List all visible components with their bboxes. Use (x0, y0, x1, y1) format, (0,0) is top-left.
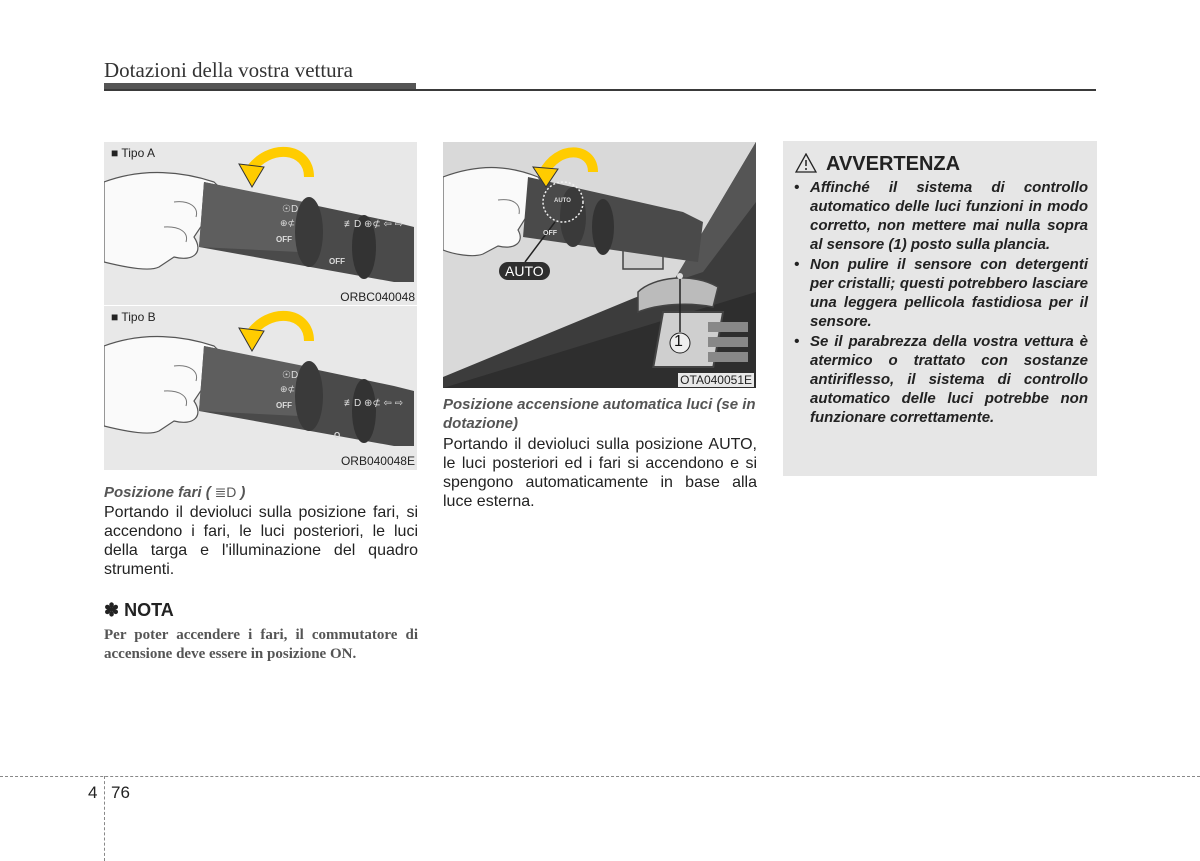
headlight-heading-end: ) (240, 484, 246, 501)
warning-item: • Se il parabrezza della vostra vettura è atermico o trattato con sostanze antiriflesso, il sistema di controllo automatico delle luci potrebbe non funzionare correttamente. (792, 332, 1088, 427)
page-number: 76 (111, 783, 130, 802)
svg-text:≢D ⊕⊄ ⇦ ⇨: ≢D ⊕⊄ ⇦ ⇨ (344, 219, 404, 230)
figure-code-b: ORB040048E (340, 454, 415, 468)
figure-label-text: Tipo B (121, 310, 156, 324)
headlight-position-heading (104, 483, 418, 502)
stalk-mark-off-3: OFF (543, 230, 557, 237)
figure-code-a: ORBC040048 (340, 290, 415, 304)
page-header-title: Dotazioni della vostra vettura (104, 58, 353, 82)
stalk-mark-off-2: OFF (329, 257, 345, 266)
chapter-number: 4 (88, 783, 98, 802)
warning-item: • Non pulire il sensore con detergenti per cristalli; questi potrebbero lasciare una leggera pellicola fastidiosa per il sensore. (792, 255, 1088, 331)
header-rule-thin (104, 89, 1096, 91)
footer-rule (0, 776, 1200, 777)
auto-light-text: Portando il devioluci sulla posizione AUTO, le luci posteriori ed i fari si accendono e si spengono automaticamente in base alla luce esterna. (443, 436, 757, 510)
headlight-heading-text: Posizione fari ( (104, 484, 211, 501)
figure-label-tipo-a: ■ Tipo A (111, 146, 155, 160)
figure-tipo-a (104, 142, 417, 305)
stalk-illustration-a (104, 142, 417, 305)
svg-text:☉D: ☉D (282, 204, 299, 215)
stalk-mark-off-b: OFF (276, 401, 292, 410)
auto-light-heading: Posizione accensione automatica luci (se in dotazione) (443, 396, 756, 432)
svg-text:☉D: ☉D (282, 370, 299, 381)
stalk-illustration-b (104, 306, 417, 470)
figure-code-auto: OTA040051E (680, 373, 752, 387)
svg-text:⊕⊄: ⊕⊄ (280, 218, 296, 228)
headlight-position-text: Portando il devioluci sulla posizione fari, si accendono i fari, le luci posteriori, le luci della targa e l'illuminazione del quadro strumenti. (104, 504, 418, 578)
nota-title: ✽ NOTA (104, 600, 174, 620)
svg-text:≢D ⊕⊄ ⇦ ⇨: ≢D ⊕⊄ ⇦ ⇨ (344, 398, 404, 409)
warning-item: • Affinché il sistema di controllo automatico delle luci funzioni in modo corretto, non mettere mai nulla sopra al sensore (1) posto sulla plancia. (792, 178, 1088, 254)
figure-label-text: Tipo A (121, 146, 155, 160)
stalk-mark-auto: AUTO (554, 198, 571, 204)
warning-list (792, 178, 1088, 428)
figure-label-tipo-b: ■ Tipo B (111, 310, 156, 324)
sensor-callout-number: 1 (674, 333, 683, 350)
auto-callout-label: AUTO (499, 262, 550, 280)
warning-triangle-icon (795, 153, 817, 173)
nota-text: Per poter accendere i fari, il commutatore di accensione deve essere in posizione ON. (104, 627, 418, 662)
figure-auto-sensor (443, 142, 756, 388)
footer-vertical-rule (104, 776, 105, 861)
warning-title: AVVERTENZA (826, 153, 961, 175)
headlight-icon: ≣D (210, 484, 241, 500)
auto-light-illustration (443, 142, 756, 388)
stalk-mark-o-b: O (334, 431, 341, 440)
svg-text:⊕⊄: ⊕⊄ (280, 384, 296, 394)
stalk-mark-off-1: OFF (276, 235, 292, 244)
figure-tipo-b (104, 306, 417, 470)
